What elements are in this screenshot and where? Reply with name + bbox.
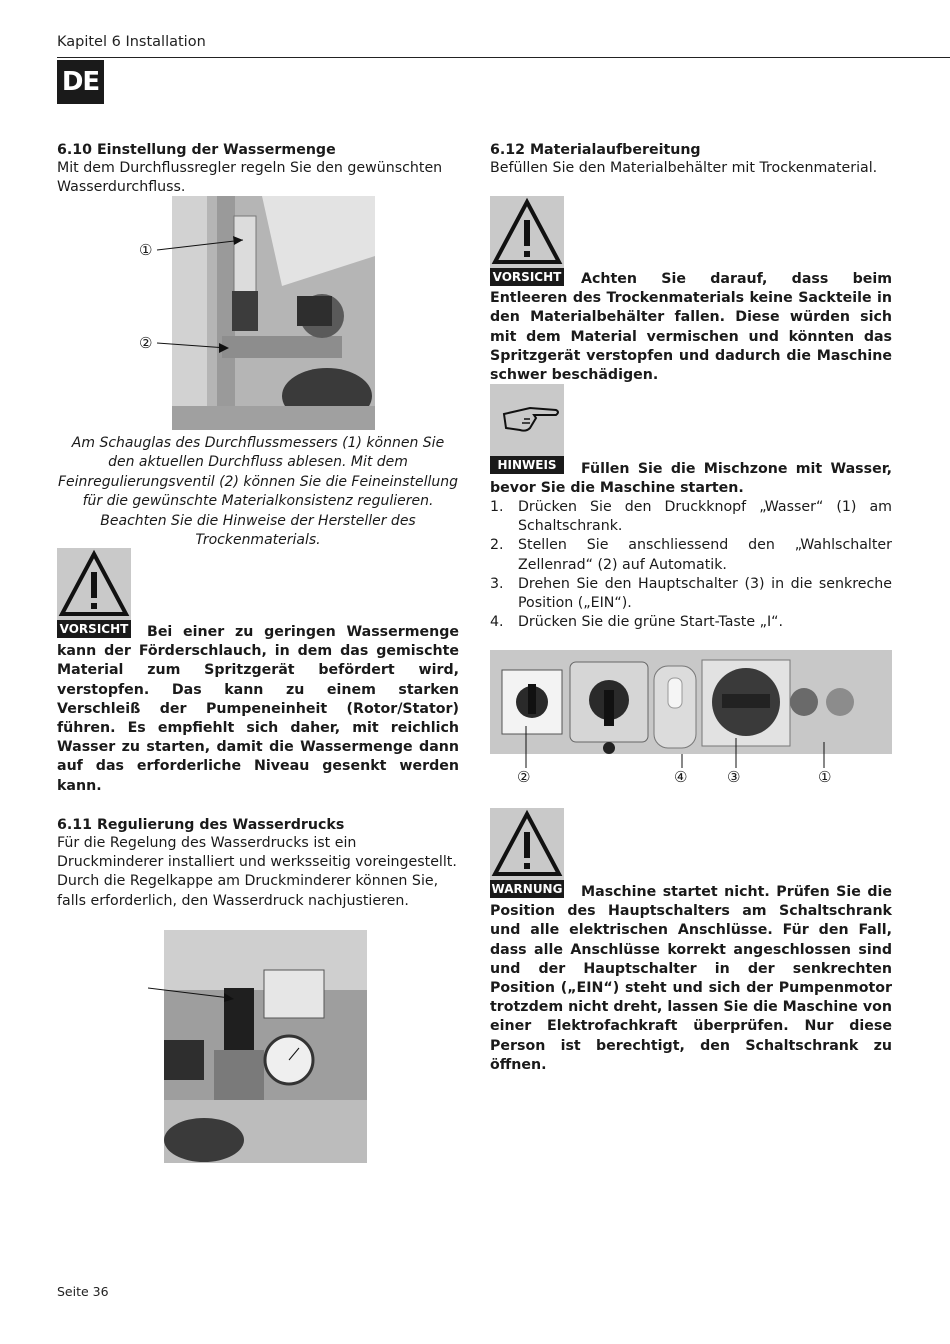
callout-arrows <box>155 230 255 360</box>
panel-marker-3: ③ <box>727 768 741 786</box>
warning-triangle-icon <box>490 196 564 268</box>
marker-2: ② <box>139 334 153 352</box>
caution-label-2: VORSICHT <box>490 268 564 286</box>
section-6-10-title: 6.10 Einstellung der Wassermenge <box>57 142 336 158</box>
panel-callout-lines <box>490 726 892 770</box>
section-6-10-text: Mit dem Durchflussregler regeln Sie den gewünschten Wasserdurchfluss. <box>57 160 443 196</box>
hint-label: HINWEIS <box>490 456 564 474</box>
header-rule <box>57 57 950 58</box>
panel-marker-2: ② <box>517 768 531 786</box>
list-item: 1. Drücken Sie den Druckknopf „Wasser“ (1) am Schaltschrank. <box>490 499 892 535</box>
photo-caption: Am Schauglas des Durchflussmessers (1) können Sie den aktuellen Durchfluss ablesen. Mit dem Feinregulierungsventil (2) können Sie die Feineinstellung für die gewünschte Materialkonsistenz regulieren. Beachten Sie die Hinweise der Hersteller des Trockenmaterials. <box>57 435 459 549</box>
caution-text: Bei einer zu geringen Wassermenge kann der Förderschlauch, in dem das gemischte Material zum Spritzgerät befördert wird, verstopfen. Das kann zu einem starken Verschleiß der Pumpeneinheit (Rotor/Stator) führen. Es empfiehlt sich daher, mit reichlich Wasser zu starten, damit die Wassermenge dann auf das erforderliche Niveau gesenkt werden kann. <box>57 624 459 794</box>
language-badge: DE <box>57 60 104 104</box>
pointing-hand-icon <box>490 384 564 456</box>
warning-triangle-icon <box>57 548 131 620</box>
hint-text: Füllen Sie die Mischzone mit Wasser, bevor Sie die Maschine starten. <box>490 461 892 497</box>
caution-label: VORSICHT <box>57 620 131 638</box>
section-6-11-text: Für die Regelung des Wasserdrucks ist ein Druckminderer installiert und werksseitig voreingestellt. Durch die Regelkappe am Druckminderer können Sie, falls erforderlich, den Wasserdruck nachjustieren. <box>57 835 457 909</box>
panel-marker-4: ④ <box>674 768 688 786</box>
warning-triangle-icon <box>490 808 564 880</box>
list-item: 2. Stellen Sie anschliessend den „Wahlschalter Zellenrad“ (2) auf Automatik. <box>490 537 892 573</box>
pressure-reducer-photo <box>164 930 367 1163</box>
marker-1: ① <box>139 241 153 259</box>
panel-marker-1: ① <box>818 768 832 786</box>
section-6-11-title: 6.11 Regulierung des Wasserdrucks <box>57 817 345 833</box>
section-6-12-title: 6.12 Materialaufbereitung <box>490 142 701 158</box>
warning-text: Maschine startet nicht. Prüfen Sie die Position des Hauptschalters am Schaltschrank und alle elektrischen Anschlüsse. Für den Fall, dass alle Anschlüsse korrekt angeschlossen sind und der Hauptschalter in der senkrechten Position („EIN“) steht und sich der Pumpenmotor trotzdem nicht dreht, lassen Sie die Maschine von einer Elektrofachkraft überprüfen. Nur diese Person ist berechtigt, den Schaltschrank zu öffnen. <box>490 884 892 1073</box>
page-number: Seite 36 <box>57 1284 109 1299</box>
regulator-arrow <box>148 984 238 1004</box>
caution-text-2: Achten Sie darauf, dass beim Entleeren des Trockenmaterials keine Sackteile in den Materialbehälter fallen. Diese würden sich mit dem Material vermischen und könnten das Spritzgerät verstopfen und dadurch die Maschine schwer beschädigen. <box>490 271 892 384</box>
chapter-header: Kapitel 6 Installation <box>57 34 206 50</box>
warning-label: WARNUNG <box>491 882 563 896</box>
list-item: 3. Drehen Sie den Hauptschalter (3) in die senkreche Position („EIN“). <box>490 575 892 612</box>
list-item: 4. Drücken Sie die grüne Start-Taste „I“. <box>490 614 783 631</box>
start-steps-list <box>490 498 892 632</box>
section-6-12-text: Befüllen Sie den Materialbehälter mit Trockenmaterial. <box>490 160 878 176</box>
